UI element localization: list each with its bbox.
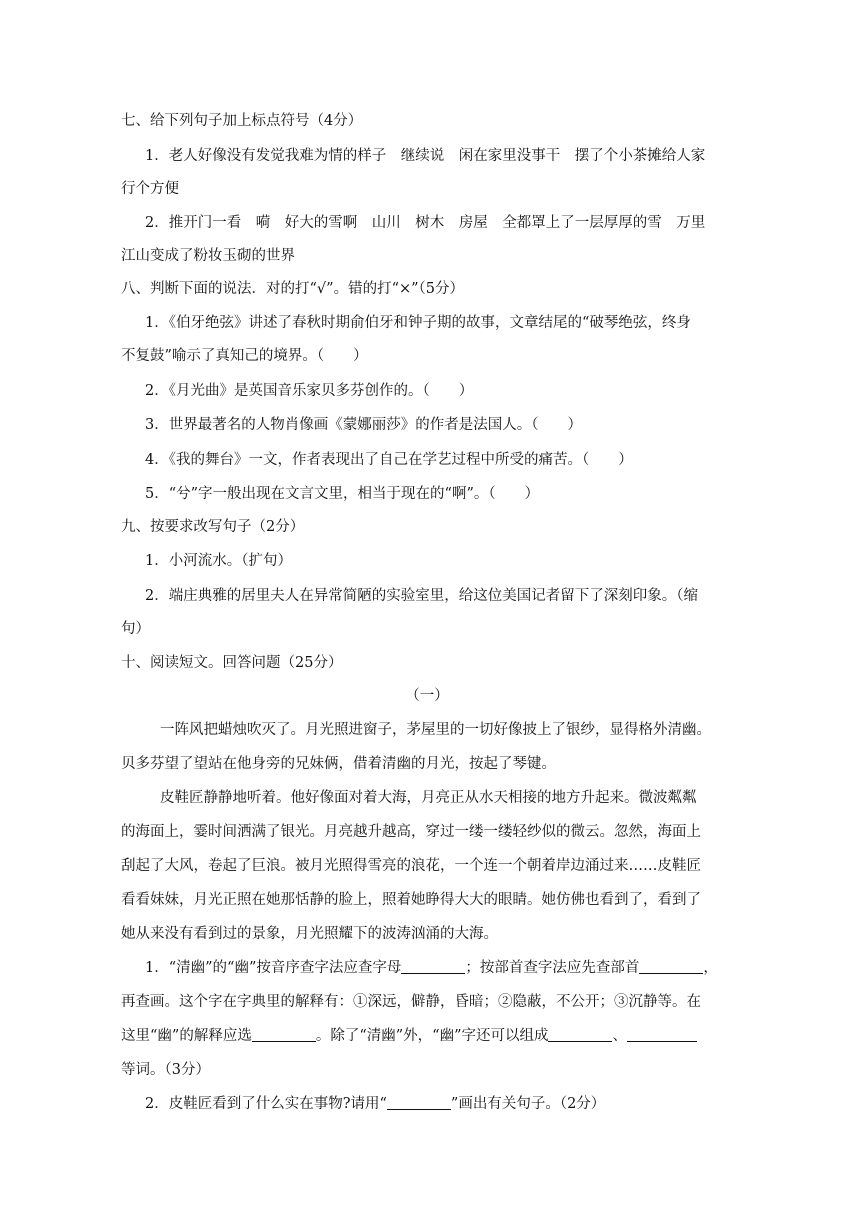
reading-q1-line4: 等词。（3分） (121, 1062, 210, 1078)
reading-q1-text-b: ；按部首查字法应先查部首 (465, 960, 640, 976)
reading-q2-text-a: 2．皮鞋匠看到了什么实在事物?请用“ (145, 1096, 387, 1112)
reading-q2-text-b: ”画出有关句子。（2分） (450, 1096, 606, 1112)
underline-sample (387, 1095, 451, 1110)
section8-q1-line2: 不复鼓”喻示了真知己的境界。（ ） (121, 348, 368, 364)
answer-blank-word1[interactable] (548, 1027, 612, 1042)
section8-heading: 八、判断下面的说法．对的打“√”。错的打“×”（5分） (121, 281, 465, 297)
section8-q2: 2．《月光曲》是英国音乐家贝多芬创作的。（ ） (145, 383, 474, 399)
section10-heading: 十、阅读短文。回答问题（25分） (121, 655, 343, 671)
section8-q4: 4．《我的舞台》一文，作者表现出了自己在学艺过程中所受的痛苦。（ ） (145, 452, 633, 468)
section9-q2-line1: 2．端庄典雅的居里夫人在异常简陋的实验室里，给这位美国记者留下了深刻印象。（缩 (145, 588, 698, 604)
section7-q1-line1: 1．老人好像没有发觉我难为情的样子 继续说 闲在家里没事干 摆了个小茶摊给人家 (145, 148, 706, 164)
section7-q2-line2: 江山变成了粉妆玉砌的世界 (121, 248, 295, 264)
reading-q2 (145, 1094, 733, 1114)
passage-p2-line1: 皮鞋匠静静地听着。他好像面对着大海，月亮正从水天相接的地方升起来。微波粼粼 (160, 790, 697, 806)
passage-p2-line3: 刮起了大风，卷起了巨浪。被月光照得雪亮的浪花，一个连一个朝着岸边涌过来……皮鞋匠 (121, 858, 701, 874)
section9-q2-line2: 句） (121, 621, 150, 637)
reading-q1-line2: 再查画。这个字在字典里的解释有：①深远，僻静，昏暗；②隐蔽，不公开；③沉静等。在 (121, 994, 701, 1010)
passage-p2-line5: 她从来没有看到过的景象，月光照耀下的波涛汹涌的大海。 (121, 926, 498, 942)
answer-blank-radical[interactable] (639, 959, 703, 974)
answer-blank-meaning[interactable] (252, 1027, 316, 1042)
section7-q1-line2: 行个方便 (121, 181, 179, 197)
section8-q5: 5．“兮”字一般出现在文言文里，相当于现在的“啊”。（ ） (145, 486, 540, 502)
section9-heading: 九、按要求改写句子（2分） (121, 519, 305, 535)
passage-p2-line4: 看看妹妹，月光正照在她那恬静的脸上，照着她睁得大大的眼睛。她仿佛也看到了，看到了 (121, 892, 701, 908)
passage-subtitle: （一） (405, 688, 449, 704)
answer-blank-word2[interactable] (627, 1027, 697, 1042)
section9-q1: 1．小河流水。（扩句） (145, 553, 292, 569)
reading-q1-text-c: ， (703, 960, 718, 976)
reading-q1-text-f: 、 (612, 1028, 627, 1044)
reading-q1-text-d: 这里“幽”的解释应选 (121, 1028, 252, 1044)
reading-q1-text-a: 1．“清幽”的“幽”按音序查字法应查字母 (145, 960, 402, 976)
passage-p2-line2: 的海面上，霎时间洒满了银光。月亮越升越高，穿过一缕一缕轻纱似的微云。忽然，海面上 (121, 824, 701, 840)
section8-q3: 3．世界最著名的人物肖像画《蒙娜丽莎》的作者是法国人。（ ） (145, 417, 582, 433)
reading-q1-line1 (145, 958, 733, 978)
reading-q1-line3 (121, 1026, 733, 1046)
passage-p1-line1: 一阵风把蜡烛吹灭了。月光照进窗子，茅屋里的一切好像披上了银纱，显得格外清幽。 (160, 722, 711, 738)
section8-q1-line1: 1．《伯牙绝弦》讲述了春秋时期俞伯牙和钟子期的故事，文章结尾的“破琴绝弦，终身 (145, 315, 691, 331)
answer-blank-letter[interactable] (401, 959, 465, 974)
passage-p1-line2: 贝多芬望了望站在他身旁的兄妹俩，借着清幽的月光，按起了琴键。 (121, 756, 556, 772)
section7-heading: 七、给下列句子加上标点符号（4分） (121, 113, 363, 129)
section7-q2-line1: 2．推开门一看 嗬 好大的雪啊 山川 树木 房屋 全都罩上了一层厚厚的雪 万里 (145, 215, 706, 231)
reading-q1-text-e: 。除了“清幽”外，“幽”字还可以组成 (315, 1028, 549, 1044)
